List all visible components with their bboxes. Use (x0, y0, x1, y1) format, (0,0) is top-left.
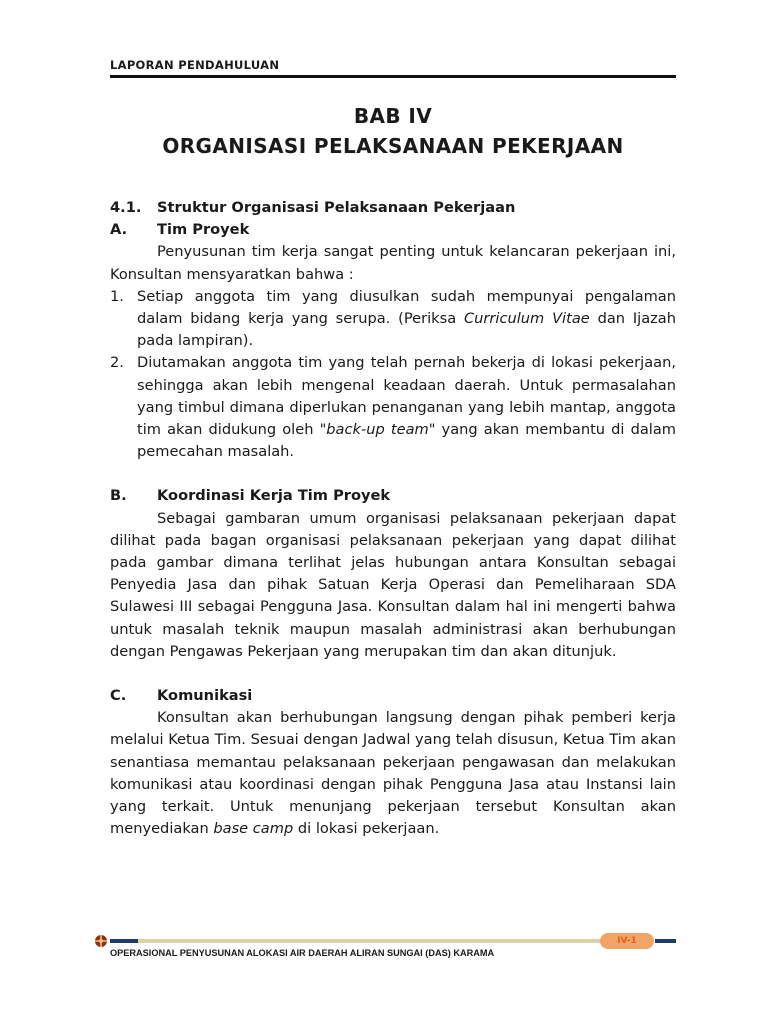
section-heading (110, 197, 676, 219)
subsection-c-title: Komunikasi (157, 687, 253, 705)
list-item (110, 286, 676, 353)
chapter-title: ORGANISASI PELAKSANAAN PEKERJAAN (162, 134, 624, 158)
list-item (110, 352, 676, 463)
footer-rule (110, 938, 676, 944)
subsection-a-intro: Penyusunan tim kerja sangat penting untuk kelancaran pekerjaan ini, Konsultan mensyaratkan bahwa : (110, 243, 676, 283)
document-body (110, 197, 676, 840)
page-number-badge: IV-1 (600, 933, 654, 949)
running-header: LAPORAN PENDAHULUAN (110, 58, 280, 72)
section-title: Struktur Organisasi Pelaksanaan Pekerjaan (157, 199, 516, 216)
subsection-c-letter: C. (110, 687, 127, 705)
chapter-number: BAB IV (353, 104, 433, 128)
section-number: 4.1. (110, 199, 142, 216)
subsection-b-letter: B. (110, 487, 127, 505)
subsection-a-title: Tim Proyek (157, 221, 250, 239)
list-number: 2. (110, 354, 124, 372)
list-number: 1. (110, 287, 124, 305)
subsection-b-body: Sebagai gambaran umum organisasi pelaksanaan pekerjaan dapat dilihat pada bagan organisasi pelaksanaan pekerjaan yang dapat dilihat pada gambar dimana terlihat jelas hubungan antara Konsultan sebagai Penyedia Jasa dan pihak Satuan Kerja Operasi dan Pemeliharaan SDA Sulawesi III sebagai Pengguna Jasa. Konsultan dalam hal ini mengerti bahwa untuk masalah teknik maupun masalah administrasi akan berhubungan dengan Pengawas Pekerjaan yang merupakan tim dan akan ditunjuk. (110, 509, 676, 660)
subsection-c-body: Konsultan akan berhubungan langsung dengan pihak pemberi kerja melalui Ketua Tim. Sesuai dengan Jadwal yang telah disusun, Ketua Tim akan senantiasa memantau pelaksanaan pekerjaan pengawasan dan melakukan komunikasi atau koordinasi dengan pihak Pengguna Jasa atau Instansi lain yang terkait. Untuk menunjang pekerjaan tersebut Konsultan akan menyediakan base camp di lokasi pekerjaan. (110, 709, 676, 838)
footer-project-title: OPERASIONAL PENYUSUNAN ALOKASI AIR DAERAH ALIRAN SUNGAI (DAS) KARAMA (110, 948, 495, 958)
subsection-a-heading (110, 219, 676, 241)
subsection-b-heading (110, 485, 676, 507)
list-text: Diutamakan anggota tim yang telah pernah bekerja di lokasi pekerjaan, sehingga akan lebih mengenal keadaan daerah. Untuk permasalahan yang timbul dimana diperlukan penanganan yang lebih mantap, anggota tim akan didukung oleh "back-up team" yang akan membantu di dalam pemecahan masalah. (137, 354, 676, 461)
subsection-c-heading (110, 685, 676, 707)
subsection-a-letter: A. (110, 221, 128, 239)
company-logo-icon (94, 934, 108, 948)
list-text: Setiap anggota tim yang diusulkan sudah mempunyai pengalaman dalam bidang kerja yang serupa. (Periksa Curriculum Vitae dan Ijazah pada lampiran). (137, 287, 676, 350)
header-rule (110, 75, 676, 78)
requirements-list (110, 286, 676, 464)
subsection-b-title: Koordinasi Kerja Tim Proyek (157, 487, 391, 505)
